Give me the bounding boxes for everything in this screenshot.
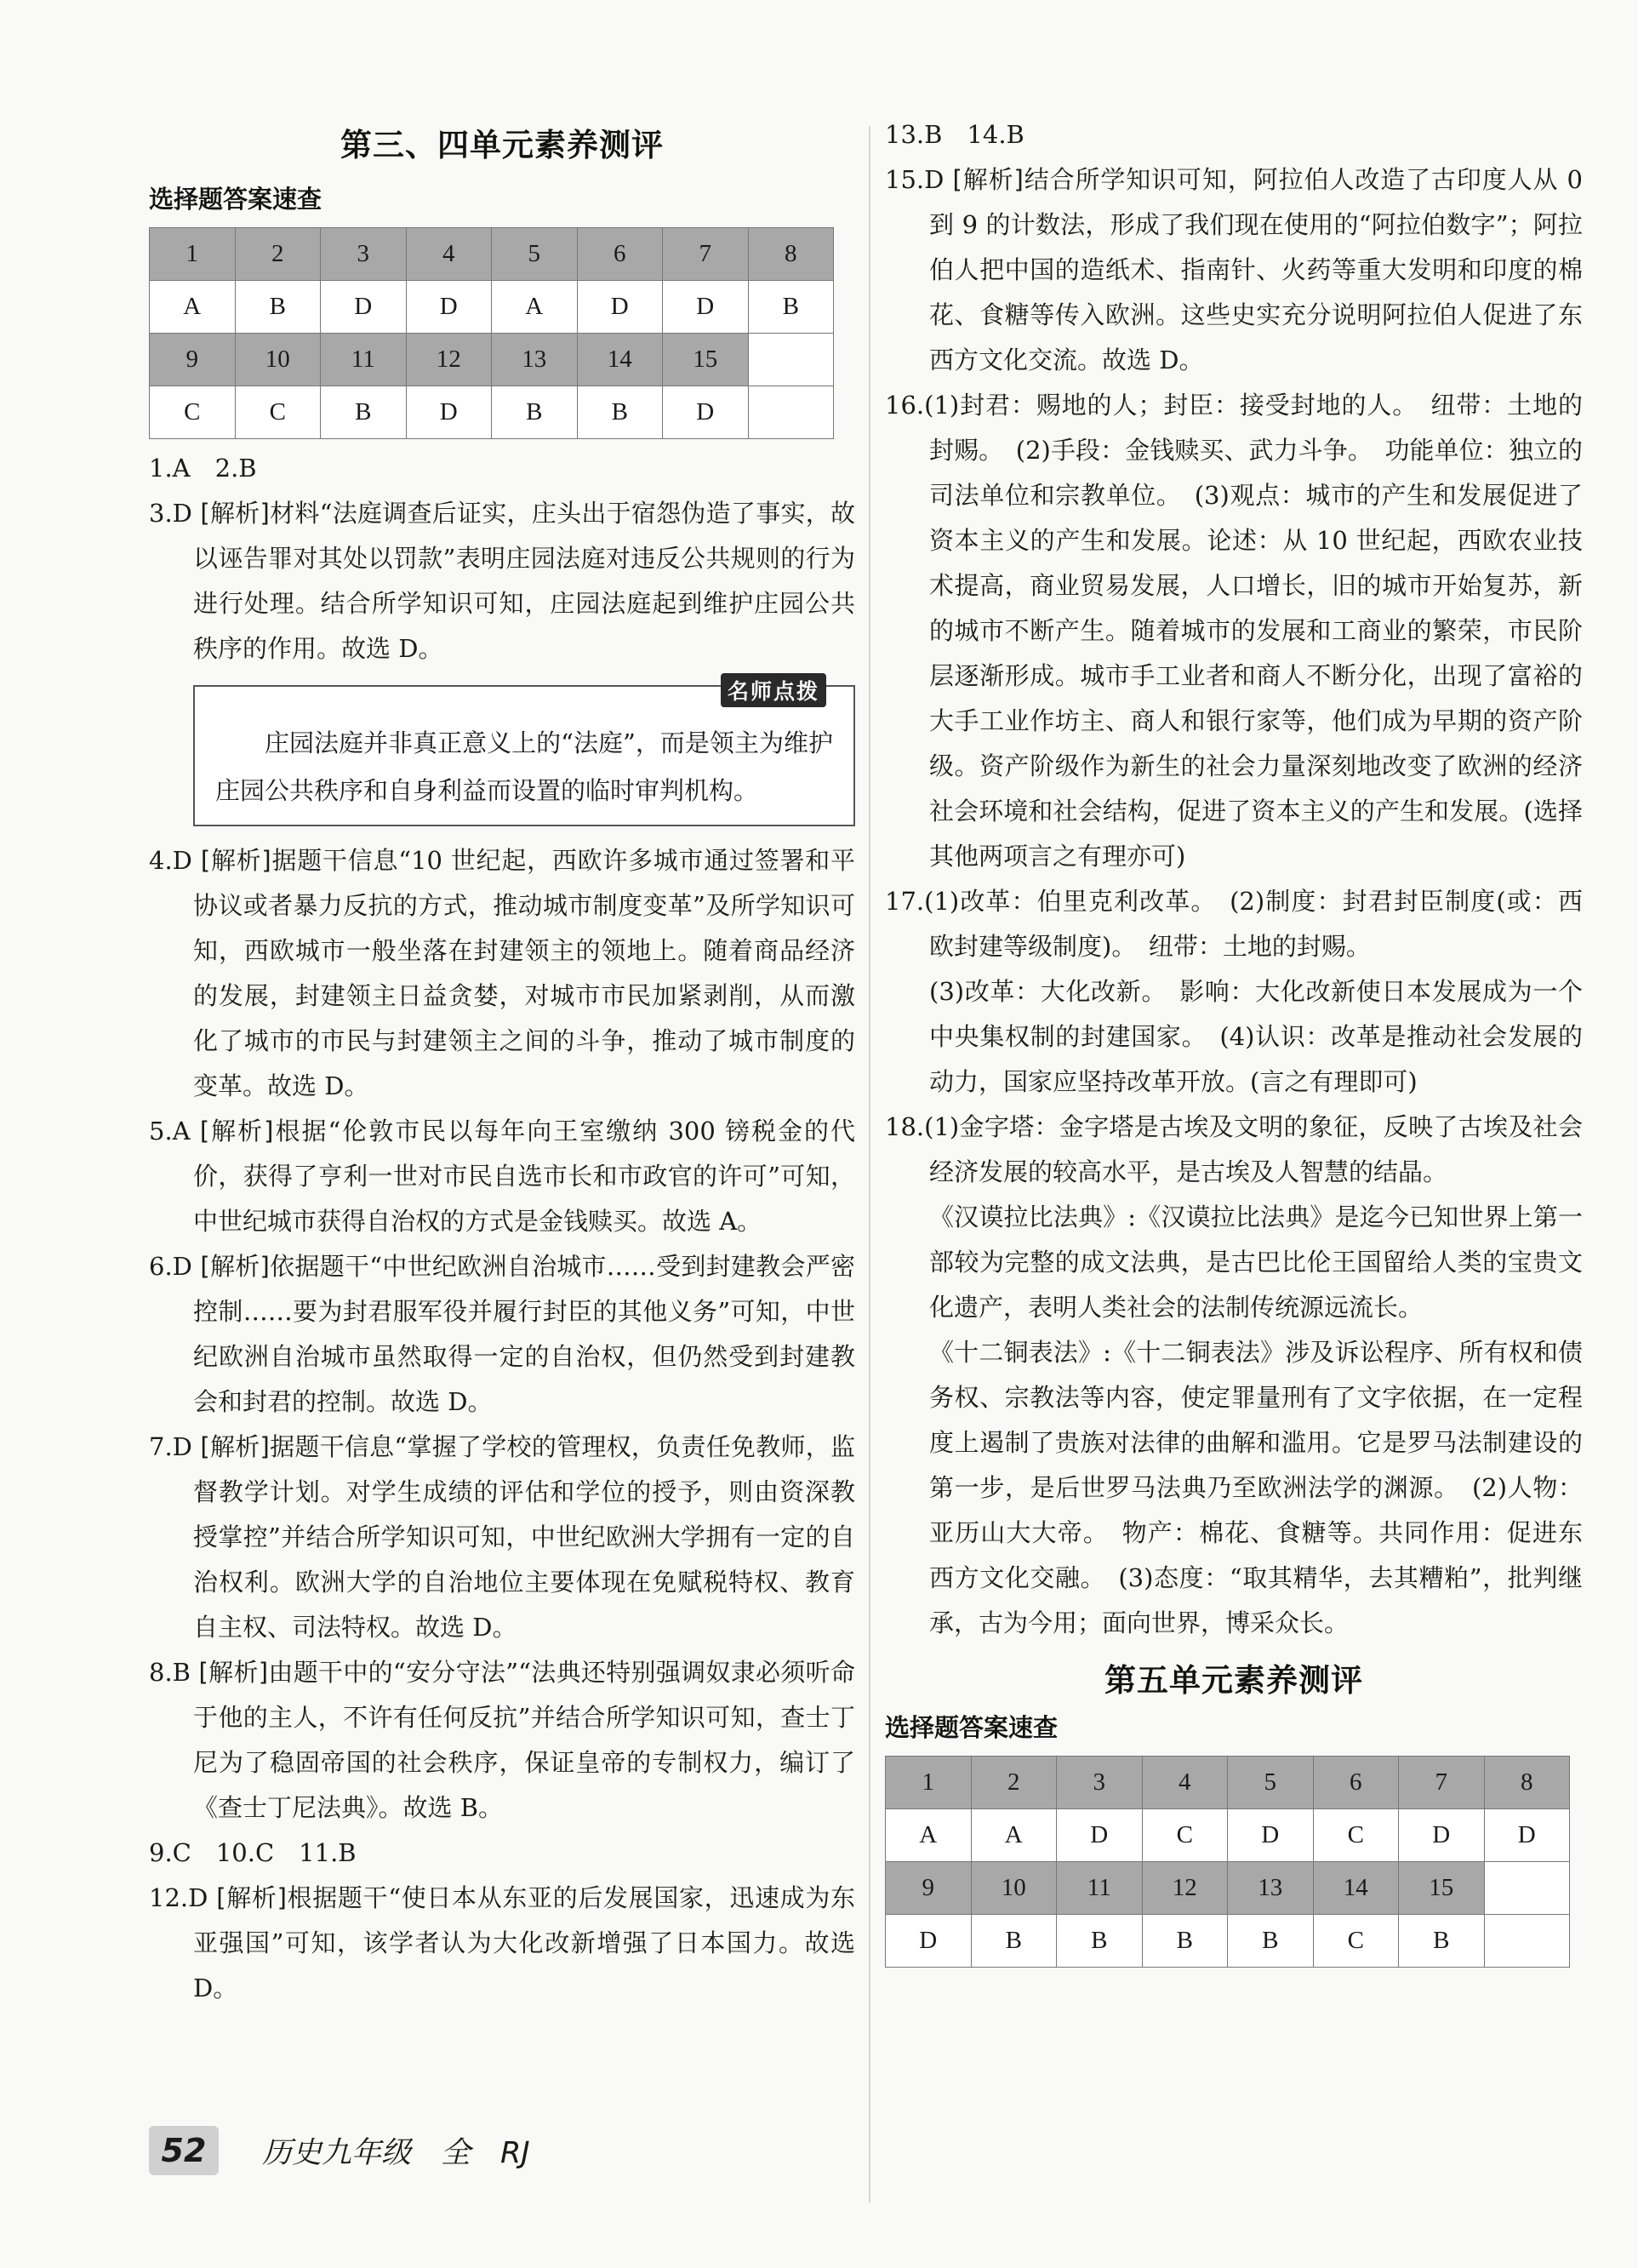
table-cell: B [235, 281, 321, 334]
table-cell: D [1057, 1809, 1143, 1862]
table-cell: 5 [1228, 1757, 1314, 1809]
table-cell: 5 [492, 228, 578, 281]
table-cell: B [492, 386, 578, 439]
table-cell: 13 [1228, 1862, 1314, 1915]
answer-item: 4.D [解析]据题干信息“10 世纪起，西欧许多城市通过签署和平协议或者暴力反抗的方式，推动城市制度变革”及所学知识可知，西欧城市一般坐落在封建领主的领地上。随着商品经济的发展，封建领主日益贪婪，对城市市民加紧剥削，从而激化了城市的市民与封建领主之间的斗争，推动了城市制度的变革。故选 D。 [149, 846, 855, 1100]
table-row [886, 1809, 1570, 1862]
table-cell: 2 [971, 1757, 1057, 1809]
table-cell: D [321, 281, 407, 334]
table-cell: 7 [1399, 1757, 1485, 1809]
tip-badge: 名师点拨 [721, 673, 826, 707]
table-cell: 15 [663, 334, 749, 386]
table-cell [748, 334, 834, 386]
answer-item: 12.D [解析]根据题干“使日本从东亚的后发展国家，迅速成为东亚强国”可知，该学者认为大化改新增强了日本国力。故选 D。 [149, 1883, 855, 2002]
answer-item: 9.C 10.C 11.B [149, 1838, 357, 1867]
table-cell: 8 [1484, 1757, 1570, 1809]
table-cell: B [1399, 1915, 1485, 1968]
table-cell: C [1142, 1809, 1228, 1862]
answer-subtitle: 选择题答案速查 [885, 1713, 1059, 1742]
table-cell: A [492, 281, 578, 334]
table-cell: 12 [1142, 1862, 1228, 1915]
answer-item: 16.(1)封君：赐地的人；封臣：接受封地的人。 纽带：土地的封赐。 (2)手段：金钱赎买、武力斗争。 功能单位：独立的司法单位和宗教单位。 (3)观点：城市的产生和发展促进了资本主义的产生和发展。论述：从 10 世纪起，西欧农业技术提高，商业贸易发展，人口增长，旧的城市开始复苏，新的城市不断产生。随着城市的发展和工商业的繁荣，市民阶层逐渐形成。城市手工业者和商人不断分化，出现了富裕的大手工业作坊主、商人和银行家等，他们成为早期的资产阶级。资产阶级作为新生的社会力量深刻地改变了欧洲的经济社会环境和社会结构，促进了资本主义的产生和发展。(选择其他两项言之有理亦可) [885, 391, 1583, 871]
table-cell: D [1399, 1809, 1485, 1862]
table-cell: A [971, 1809, 1057, 1862]
table-cell: 10 [971, 1862, 1057, 1915]
answer-item: 8.B [解析]由题干中的“安分守法”“法典还特别强调奴隶必须听命于他的主人，不许有任何反抗”并结合所学知识可知，查士丁尼为了稳固帝国的社会秩序，保证皇帝的专制权力，编订了《查士丁尼法典》。故选 B。 [149, 1658, 855, 1822]
table-cell: D [406, 386, 492, 439]
table-cell: 7 [663, 228, 749, 281]
answer-list [885, 112, 1583, 1646]
answer-table [149, 227, 834, 439]
table-row [150, 386, 834, 439]
table-cell: 9 [150, 334, 236, 386]
answer-item: 1.A 2.B [149, 454, 257, 483]
answer-item: 6.D [解析]依据题干“中世纪欧洲自治城市……受到封建教会严密控制……要为封君服军役并履行封臣的其他义务”可知，中世纪欧洲自治城市虽然取得一定的自治权，但仍然受到封建教会和封君的控制。故选 D。 [149, 1252, 855, 1416]
table-cell: D [577, 281, 663, 334]
answer-item: 17.(1)改革：伯里克利改革。 (2)制度：封君封臣制度(或：西欧封建等级制度)。 纽带：土地的封赐。 [885, 887, 1583, 961]
table-cell: B [1057, 1915, 1143, 1968]
table-cell: B [321, 386, 407, 439]
table-cell: 1 [150, 228, 236, 281]
table-cell: D [1484, 1809, 1570, 1862]
answer-item: 《汉谟拉比法典》:《汉谟拉比法典》是迄今已知世界上第一部较为完整的成文法典，是古巴比伦王国留给人类的宝贵文化遗产，表明人类社会的法制传统源远流长。 [929, 1203, 1583, 1322]
unit-title: 第三、四单元素养测评 [340, 127, 664, 163]
answer-item: 3.D [解析]材料“法庭调查后证实，庄头出于宿怨伪造了事实，故以诬告罪对其处以罚款”表明庄园法庭对违反公共规则的行为进行处理。结合所学知识可知，庄园法庭起到维护庄园公共秩序的作用。故选 D。 [149, 499, 855, 663]
table-cell: 6 [577, 228, 663, 281]
table-cell: C [1313, 1809, 1399, 1862]
table-cell [1484, 1915, 1570, 1968]
table-cell: C [150, 386, 236, 439]
table-cell: 10 [235, 334, 321, 386]
table-cell: B [971, 1915, 1057, 1968]
answer-item: 13.B 14.B [885, 120, 1024, 149]
table-cell: 6 [1313, 1757, 1399, 1809]
page-number: 52 [149, 2126, 219, 2175]
table-row [886, 1757, 1570, 1809]
answer-item: 《十二铜表法》:《十二铜表法》涉及诉讼程序、所有权和债务权、宗教法等内容，使定罪量刑有了文字依据，在一定程度上遏制了贵族对法律的曲解和滥用。它是罗马法制建设的第一步，是后世罗马法典乃至欧洲法学的渊源。 (2)人物：亚历山大大帝。 物产：棉花、食糖等。共同作用：促进东西方文化交融。 (3)态度：“取其精华，去其糟粕”，批判继承，古为今用；面向世界，博采众长。 [929, 1338, 1583, 1637]
table-cell: A [886, 1809, 972, 1862]
table-cell: C [235, 386, 321, 439]
table-row [886, 1862, 1570, 1915]
unit-title: 第五单元素养测评 [1104, 1662, 1363, 1699]
table-cell: 15 [1399, 1862, 1485, 1915]
table-cell: 9 [886, 1862, 972, 1915]
table-cell: 4 [1142, 1757, 1228, 1809]
tip-box [193, 679, 855, 826]
table-cell: 3 [1057, 1757, 1143, 1809]
right-column [885, 0, 1583, 1968]
table-cell: 3 [321, 228, 407, 281]
table-row [886, 1915, 1570, 1968]
answer-list [149, 446, 855, 2011]
answer-table [885, 1756, 1570, 1968]
left-column [149, 0, 855, 2011]
answer-item: 7.D [解析]据题干信息“掌握了学校的管理权，负责任免教师，监督教学计划。对学生成绩的评估和学位的授予，则由资深教授掌控”并结合所学知识可知，中世纪欧洲大学拥有一定的自治权利。欧洲大学的自治地位主要体现在免赋税特权、教育自主权、司法特权。故选 D。 [149, 1432, 855, 1642]
tip-text: 庄园法庭并非真正意义上的“法庭”，而是领主为维护庄园公共秩序和自身利益而设置的临时审判机构。 [215, 728, 833, 805]
table-row [150, 228, 834, 281]
book-title: 历史九年级 全 RJ [262, 2136, 530, 2170]
answer-item: (3)改革：大化改新。 影响：大化改新使日本发展成为一个中央集权制的封建国家。 (4)认识：改革是推动社会发展的动力，国家应坚持改革开放。(言之有理即可) [929, 977, 1583, 1096]
table-cell: 1 [886, 1757, 972, 1809]
table-cell: 4 [406, 228, 492, 281]
table-cell: D [663, 386, 749, 439]
table-cell: 12 [406, 334, 492, 386]
table-cell: 2 [235, 228, 321, 281]
table-row [150, 281, 834, 334]
table-cell: D [886, 1915, 972, 1968]
answer-item: 5.A [解析]根据“伦敦市民以每年向王室缴纳 300 镑税金的代价，获得了亨利一世对市民自选市长和市政官的许可”可知，中世纪城市获得自治权的方式是金钱赎买。故选 A。 [149, 1117, 855, 1236]
table-cell [748, 386, 834, 439]
table-cell: D [1228, 1809, 1314, 1862]
table-cell: B [1142, 1915, 1228, 1968]
table-cell [1484, 1862, 1570, 1915]
table-row [150, 334, 834, 386]
table-cell: 13 [492, 334, 578, 386]
column-divider [869, 126, 870, 2202]
table-cell: B [748, 281, 834, 334]
table-cell: C [1313, 1915, 1399, 1968]
table-cell: 14 [1313, 1862, 1399, 1915]
table-cell: B [1228, 1915, 1314, 1968]
table-cell: D [406, 281, 492, 334]
answer-item: 15.D [解析]结合所学知识可知，阿拉伯人改造了古印度人从 0 到 9 的计数法，形成了我们现在使用的“阿拉伯数字”；阿拉伯人把中国的造纸术、指南针、火药等重大发明和印度的棉花、食糖等传入欧洲。这些史实充分说明阿拉伯人促进了东西方文化交流。故选 D。 [885, 165, 1584, 374]
table-cell: 8 [748, 228, 834, 281]
table-cell: 14 [577, 334, 663, 386]
table-cell: A [150, 281, 236, 334]
answer-subtitle: 选择题答案速查 [149, 185, 322, 214]
table-cell: 11 [1057, 1862, 1143, 1915]
table-cell: D [663, 281, 749, 334]
table-cell: 11 [321, 334, 407, 386]
table-cell: B [577, 386, 663, 439]
answer-item: 18.(1)金字塔：金字塔是古埃及文明的象征，反映了古埃及社会经济发展的较高水平，是古埃及人智慧的结晶。 [885, 1112, 1583, 1186]
